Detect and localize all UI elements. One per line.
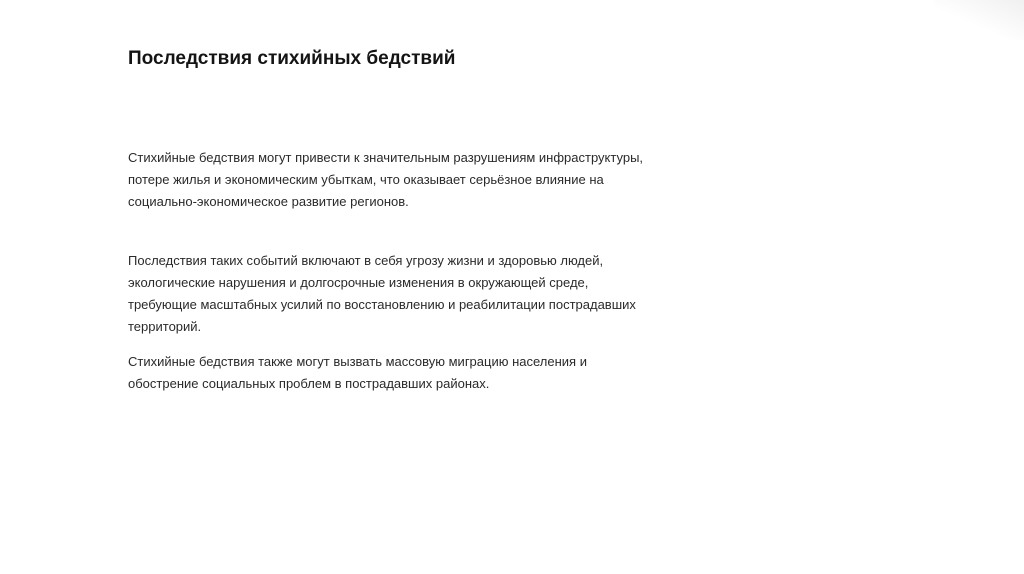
page-corner-shadow: [934, 0, 1024, 40]
paragraph-line: требующие масштабных усилий по восстановлению и реабилитации пострадавших: [128, 297, 636, 312]
slide-title: Последствия стихийных бедствий: [128, 48, 456, 69]
paragraph-infrastructure: [128, 147, 708, 213]
paragraph-line: Последствия таких событий включают в себя угрозу жизни и здоровью людей,: [128, 253, 604, 268]
paragraph-line: территорий.: [128, 319, 202, 334]
paragraph-consequences: [128, 250, 708, 338]
paragraph-line: социально-экономическое развитие регионов.: [128, 194, 409, 209]
paragraph-line: обострение социальных проблем в пострадавших районах.: [128, 376, 490, 391]
paragraph-line: потере жилья и экономическим убыткам, что оказывает серьёзное влияние на: [128, 172, 604, 187]
paragraph-migration: [128, 351, 708, 395]
paragraph-line: экологические нарушения и долгосрочные изменения в окружающей среде,: [128, 275, 589, 290]
paragraph-line: Стихийные бедствия также могут вызвать массовую миграцию населения и: [128, 354, 587, 369]
paragraph-line: Стихийные бедствия могут привести к значительным разрушениям инфраструктуры,: [128, 150, 644, 165]
